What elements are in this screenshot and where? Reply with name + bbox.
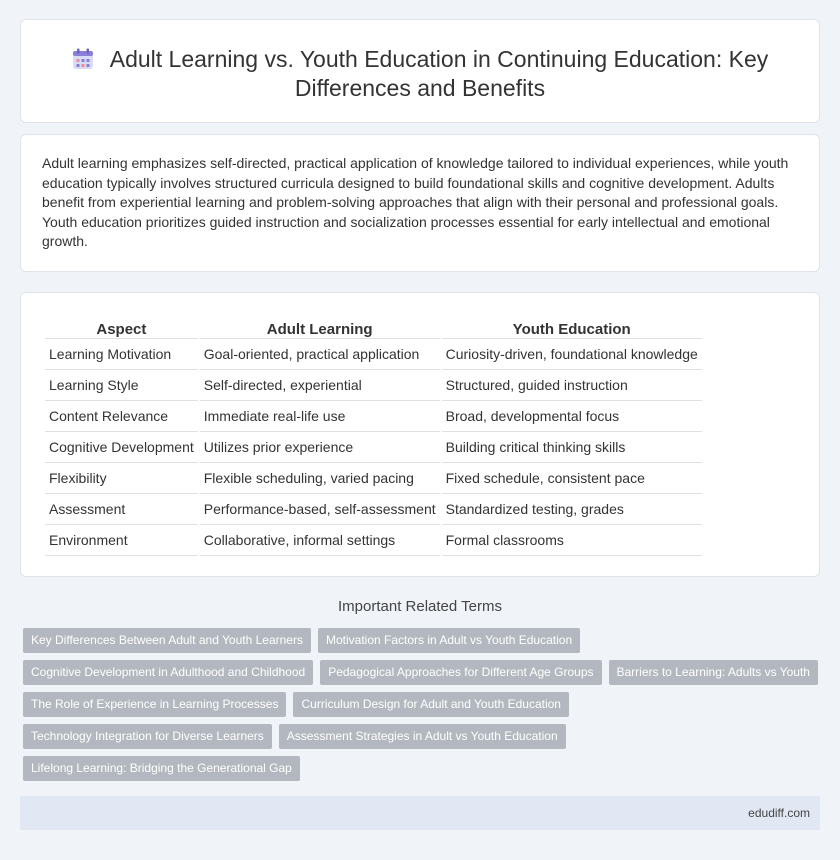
cell-adult: Flexible scheduling, varied pacing (200, 463, 440, 494)
related-term-tag[interactable]: Key Differences Between Adult and Youth Learners (23, 628, 311, 653)
related-term-tag[interactable]: Barriers to Learning: Adults vs Youth (609, 660, 818, 685)
cell-adult: Utilizes prior experience (200, 432, 440, 463)
calendar-icon (72, 48, 94, 70)
table-row (45, 494, 702, 525)
cell-youth: Formal classrooms (442, 525, 702, 556)
cell-aspect: Learning Style (45, 370, 198, 401)
table-row (45, 339, 702, 370)
footer-bar (20, 796, 820, 830)
footer-site-link[interactable]: edudiff.com (748, 806, 810, 820)
table-row (45, 401, 702, 432)
cell-youth: Broad, developmental focus (442, 401, 702, 432)
table-row (45, 432, 702, 463)
comparison-table (43, 316, 704, 556)
table-header-row (45, 316, 702, 339)
cell-adult: Performance-based, self-assessment (200, 494, 440, 525)
related-term-tag[interactable]: Pedagogical Approaches for Different Age Groups (320, 660, 601, 685)
cell-youth: Building critical thinking skills (442, 432, 702, 463)
cell-adult: Goal-oriented, practical application (200, 339, 440, 370)
cell-youth: Structured, guided instruction (442, 370, 702, 401)
cell-youth: Fixed schedule, consistent pace (442, 463, 702, 494)
cell-aspect: Content Relevance (45, 401, 198, 432)
related-term-tag[interactable]: Assessment Strategies in Adult vs Youth Education (279, 724, 566, 749)
related-term-tag[interactable]: Cognitive Development in Adulthood and Childhood (23, 660, 313, 685)
table-row (45, 525, 702, 556)
cell-aspect: Cognitive Development (45, 432, 198, 463)
header-aspect: Aspect (45, 316, 198, 339)
related-term-tag[interactable]: The Role of Experience in Learning Processes (23, 692, 286, 717)
table-row (45, 463, 702, 494)
header-adult-learning: Adult Learning (200, 316, 440, 339)
cell-youth: Standardized testing, grades (442, 494, 702, 525)
related-term-tag[interactable]: Motivation Factors in Adult vs Youth Education (318, 628, 580, 653)
related-term-tag[interactable]: Lifelong Learning: Bridging the Generational Gap (23, 756, 300, 781)
cell-adult: Self-directed, experiential (200, 370, 440, 401)
cell-youth: Curiosity-driven, foundational knowledge (442, 339, 702, 370)
cell-aspect: Flexibility (45, 463, 198, 494)
cell-aspect: Assessment (45, 494, 198, 525)
page-title: Adult Learning vs. Youth Education in Continuing Education: Key Differences and Benefits (109, 46, 769, 101)
header-youth-education: Youth Education (442, 316, 702, 339)
intro-card (20, 134, 820, 272)
cell-adult: Collaborative, informal settings (200, 525, 440, 556)
cell-aspect: Environment (45, 525, 198, 556)
intro-paragraph: Adult learning emphasizes self-directed, practical application of knowledge tailored to individual experiences, while youth education typically involves structured curricula designed to build foundational skills and cognitive development. Adults benefit from experiential learning and problem-solving approaches that align with their personal and professional goals. Youth education prioritizes guided instruction and socialization processes essential for early intellectual and emotional growth. (42, 155, 789, 250)
comparison-table-card (20, 292, 820, 577)
related-terms-list (23, 628, 823, 781)
related-term-tag[interactable]: Curriculum Design for Adult and Youth Education (293, 692, 569, 717)
page-title-wrap (61, 45, 779, 103)
header-card (20, 19, 820, 123)
table-row (45, 370, 702, 401)
cell-adult: Immediate real-life use (200, 401, 440, 432)
cell-aspect: Learning Motivation (45, 339, 198, 370)
related-term-tag[interactable]: Technology Integration for Diverse Learners (23, 724, 272, 749)
related-terms-heading: Important Related Terms (338, 598, 502, 615)
